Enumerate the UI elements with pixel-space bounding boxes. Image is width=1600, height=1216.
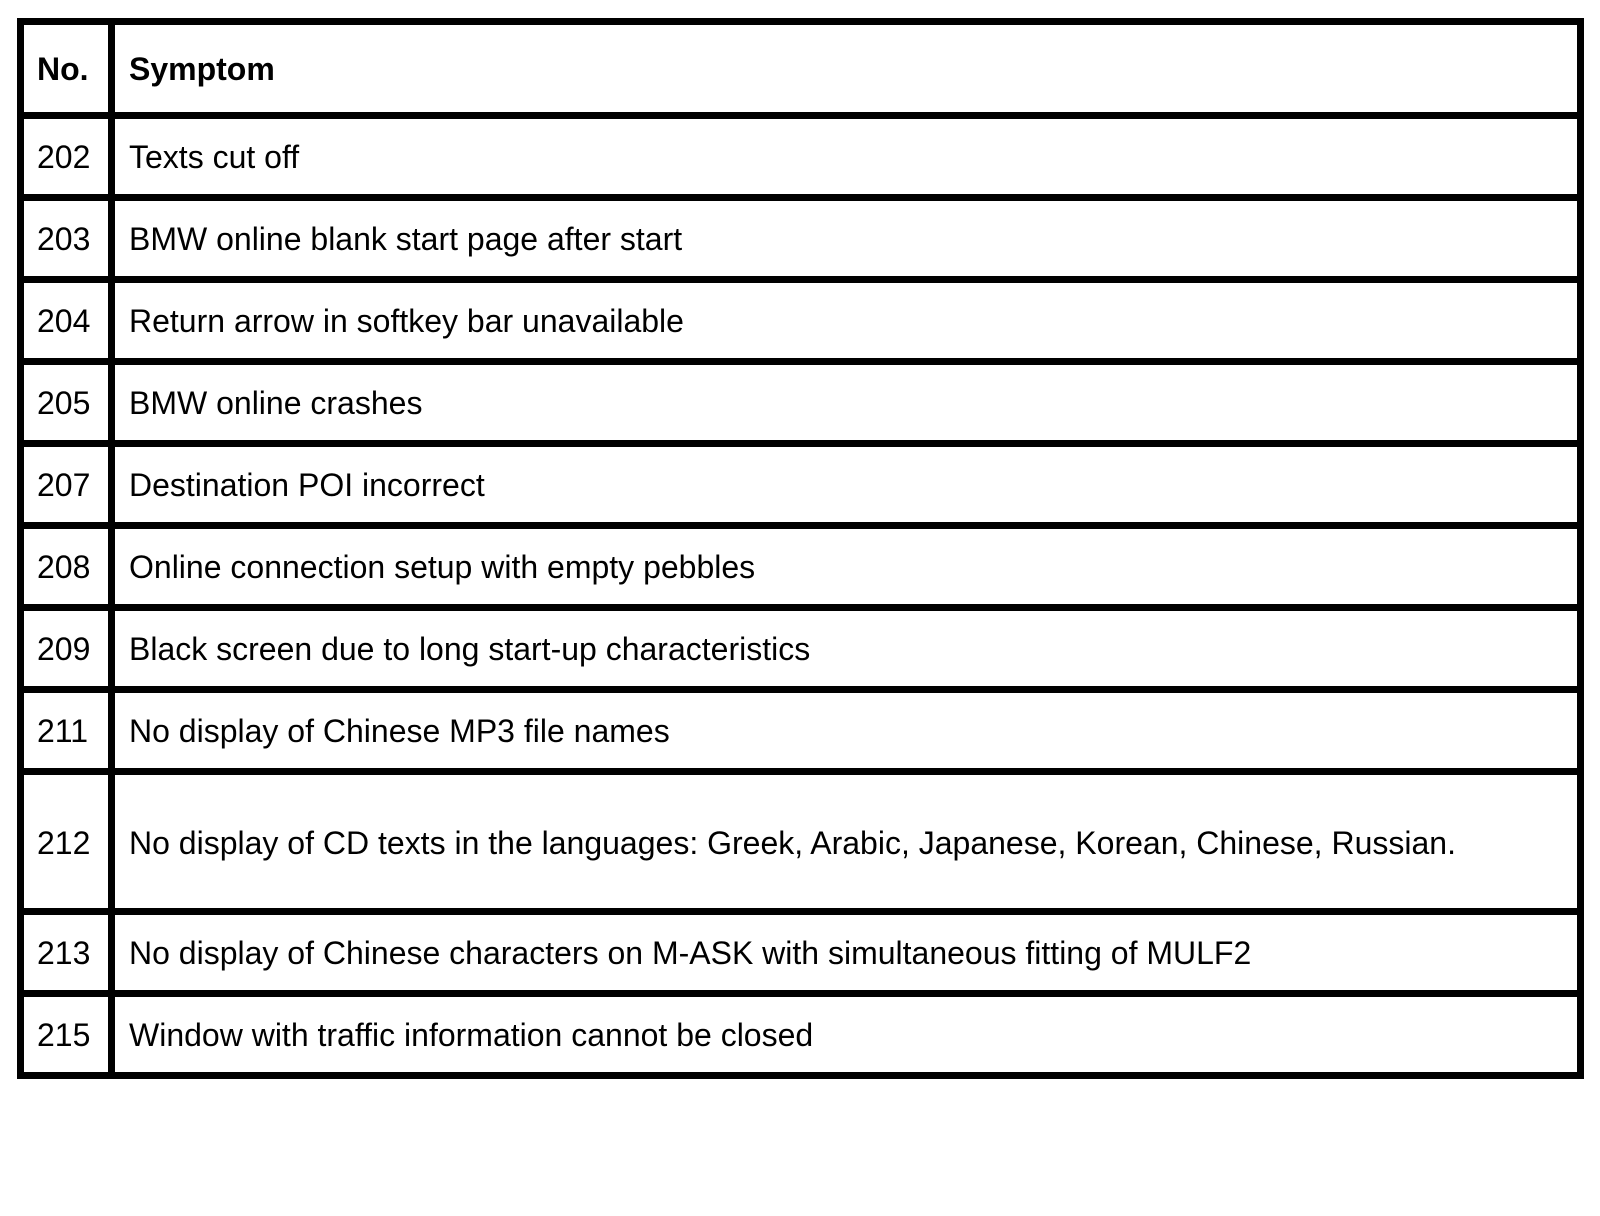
row-symptom: Black screen due to long start-up characteristics bbox=[112, 608, 1581, 690]
row-symptom: Destination POI incorrect bbox=[112, 444, 1581, 526]
row-number: 203 bbox=[21, 198, 112, 280]
row-symptom: BMW online blank start page after start bbox=[112, 198, 1581, 280]
column-header-symptom: Symptom bbox=[112, 22, 1581, 116]
row-symptom: BMW online crashes bbox=[112, 362, 1581, 444]
row-number: 213 bbox=[21, 912, 112, 994]
table-row bbox=[21, 444, 1581, 526]
table-row bbox=[21, 116, 1581, 198]
table-row bbox=[21, 280, 1581, 362]
table-row bbox=[21, 772, 1581, 912]
row-symptom: Return arrow in softkey bar unavailable bbox=[112, 280, 1581, 362]
row-symptom: Online connection setup with empty pebbles bbox=[112, 526, 1581, 608]
row-number: 215 bbox=[21, 994, 112, 1076]
row-number: 204 bbox=[21, 280, 112, 362]
row-symptom: No display of Chinese characters on M-ASK with simultaneous fitting of MULF2 bbox=[112, 912, 1581, 994]
row-number: 202 bbox=[21, 116, 112, 198]
table-row bbox=[21, 994, 1581, 1076]
row-number: 205 bbox=[21, 362, 112, 444]
table-row bbox=[21, 912, 1581, 994]
table-row bbox=[21, 690, 1581, 772]
table-header-row bbox=[21, 22, 1581, 116]
table-row bbox=[21, 362, 1581, 444]
row-number: 208 bbox=[21, 526, 112, 608]
row-symptom: Texts cut off bbox=[112, 116, 1581, 198]
row-symptom: No display of CD texts in the languages: Greek, Arabic, Japanese, Korean, Chinese, Russian. bbox=[112, 772, 1581, 912]
row-symptom: No display of Chinese MP3 file names bbox=[112, 690, 1581, 772]
row-number: 211 bbox=[21, 690, 112, 772]
row-number: 212 bbox=[21, 772, 112, 912]
symptom-table bbox=[17, 18, 1584, 1079]
row-number: 207 bbox=[21, 444, 112, 526]
symptom-table-container bbox=[17, 18, 1584, 1079]
column-header-no: No. bbox=[21, 22, 112, 116]
row-symptom: Window with traffic information cannot be closed bbox=[112, 994, 1581, 1076]
row-number: 209 bbox=[21, 608, 112, 690]
table-row bbox=[21, 608, 1581, 690]
table-row bbox=[21, 526, 1581, 608]
table-row bbox=[21, 198, 1581, 280]
